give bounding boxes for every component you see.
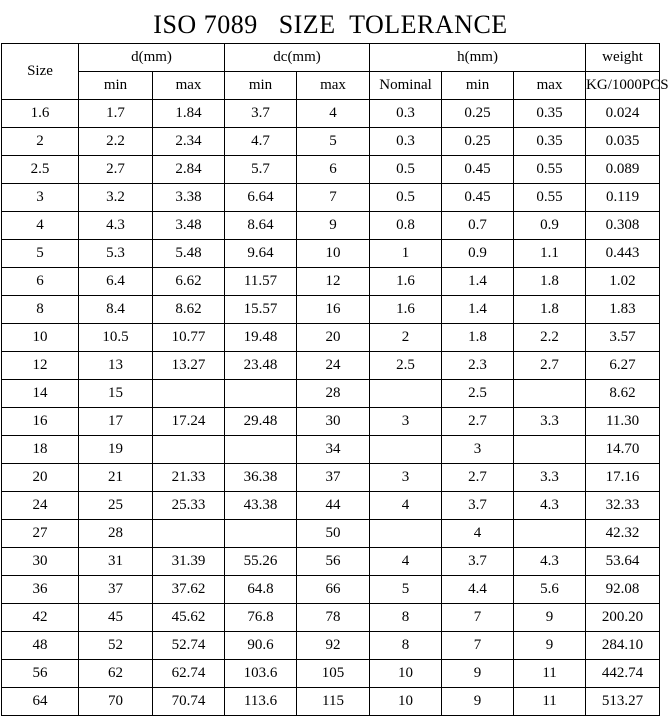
cell-weight: 0.443 [586,240,660,268]
cell-dc-min: 64.8 [225,576,297,604]
cell-d-min: 25 [79,492,153,520]
page-title: ISO 7089 SIZE TOLERANCE [153,10,508,39]
cell-dc-max: 105 [297,660,370,688]
cell-size: 2 [2,128,79,156]
cell-weight: 6.27 [586,352,660,380]
cell-weight: 14.70 [586,436,660,464]
cell-d-min: 4.3 [79,212,153,240]
cell-h-max: 1.8 [514,296,586,324]
cell-h-min: 4 [442,520,514,548]
table-row [2,128,660,156]
table-row [2,184,660,212]
cell-d-min: 37 [79,576,153,604]
cell-weight: 92.08 [586,576,660,604]
cell-h-min: 7 [442,604,514,632]
tolerance-table [1,43,669,716]
cell-h-min: 3.7 [442,548,514,576]
cell-d-max: 10.77 [153,324,225,352]
table-row [2,576,660,604]
cell-dc-max: 4 [297,100,370,128]
cell-h-max: 9 [514,604,586,632]
table-row [2,100,660,128]
cell-h-min: 0.25 [442,128,514,156]
cell-dc-max: 34 [297,436,370,464]
header-row-sub [2,72,660,100]
cell-h-nominal: 8 [370,604,442,632]
table-row [2,688,660,716]
cell-dc-min: 76.8 [225,604,297,632]
cell-weight: 0.119 [586,184,660,212]
cell-dc-max: 24 [297,352,370,380]
cell-dc-max: 9 [297,212,370,240]
cell-dc-min [225,520,297,548]
cell-h-nominal: 4 [370,548,442,576]
table-row [2,548,660,576]
cell-h-min: 2.5 [442,380,514,408]
cell-size: 1.6 [2,100,79,128]
cell-dc-min: 36.38 [225,464,297,492]
cell-h-max: 0.55 [514,156,586,184]
cell-h-min: 1.8 [442,324,514,352]
table-row [2,296,660,324]
cell-dc-max: 20 [297,324,370,352]
cell-d-max: 37.62 [153,576,225,604]
cell-weight: 53.64 [586,548,660,576]
cell-d-min: 31 [79,548,153,576]
table-row [2,324,660,352]
table-body [2,100,660,716]
cell-d-min: 1.7 [79,100,153,128]
cell-h-nominal [370,520,442,548]
cell-h-min: 0.45 [442,184,514,212]
cell-h-max: 0.55 [514,184,586,212]
cell-h-min: 9 [442,660,514,688]
cell-dc-max: 78 [297,604,370,632]
cell-h-nominal: 5 [370,576,442,604]
cell-h-min: 0.9 [442,240,514,268]
header-d-min: min [79,72,153,100]
cell-d-max: 45.62 [153,604,225,632]
cell-h-min: 7 [442,632,514,660]
cell-dc-max: 115 [297,688,370,716]
cell-h-max [514,436,586,464]
cell-weight: 442.74 [586,660,660,688]
cell-h-min: 0.7 [442,212,514,240]
cell-h-max: 3.3 [514,464,586,492]
cell-h-min: 3 [442,436,514,464]
cell-d-max: 17.24 [153,408,225,436]
cell-d-min: 45 [79,604,153,632]
cell-size: 2.5 [2,156,79,184]
cell-h-max: 2.7 [514,352,586,380]
header-dc: dc(mm) [225,44,370,72]
cell-weight: 200.20 [586,604,660,632]
cell-d-min: 21 [79,464,153,492]
table-row [2,492,660,520]
cell-d-max: 3.48 [153,212,225,240]
cell-dc-max: 66 [297,576,370,604]
cell-h-min: 4.4 [442,576,514,604]
cell-size: 10 [2,324,79,352]
cell-h-nominal [370,436,442,464]
cell-d-max: 62.74 [153,660,225,688]
cell-size: 18 [2,436,79,464]
cell-h-max: 3.3 [514,408,586,436]
cell-weight: 32.33 [586,492,660,520]
cell-d-max: 52.74 [153,632,225,660]
cell-d-min: 3.2 [79,184,153,212]
table-row [2,604,660,632]
table-row [2,212,660,240]
cell-h-nominal: 0.8 [370,212,442,240]
table-row [2,268,660,296]
cell-h-max [514,380,586,408]
cell-dc-max: 30 [297,408,370,436]
cell-d-min: 13 [79,352,153,380]
cell-dc-min: 5.7 [225,156,297,184]
cell-h-min: 1.4 [442,268,514,296]
cell-h-max: 1.8 [514,268,586,296]
header-weight-unit: KG/1000PCS [586,72,660,100]
table-row [2,436,660,464]
table-row [2,660,660,688]
cell-h-max: 1.1 [514,240,586,268]
cell-d-max: 70.74 [153,688,225,716]
cell-dc-min: 19.48 [225,324,297,352]
cell-weight: 3.57 [586,324,660,352]
table-row [2,408,660,436]
cell-size: 30 [2,548,79,576]
cell-dc-min: 11.57 [225,268,297,296]
cell-dc-min: 8.64 [225,212,297,240]
cell-size: 8 [2,296,79,324]
cell-dc-max: 50 [297,520,370,548]
header-d: d(mm) [79,44,225,72]
table-header [2,44,669,100]
cell-h-min: 0.25 [442,100,514,128]
cell-dc-min: 15.57 [225,296,297,324]
header-dc-min: min [225,72,297,100]
cell-dc-max: 6 [297,156,370,184]
cell-weight: 1.02 [586,268,660,296]
cell-d-max: 25.33 [153,492,225,520]
cell-h-max: 5.6 [514,576,586,604]
cell-d-min: 8.4 [79,296,153,324]
cell-size: 20 [2,464,79,492]
cell-dc-min: 90.6 [225,632,297,660]
cell-dc-max: 92 [297,632,370,660]
cell-d-max [153,520,225,548]
cell-h-min: 3.7 [442,492,514,520]
cell-dc-min: 43.38 [225,492,297,520]
cell-h-nominal: 1.6 [370,268,442,296]
cell-size: 5 [2,240,79,268]
cell-weight: 284.10 [586,632,660,660]
cell-d-min: 28 [79,520,153,548]
cell-d-min: 2.7 [79,156,153,184]
cell-size: 56 [2,660,79,688]
cell-dc-min: 55.26 [225,548,297,576]
cell-d-max [153,436,225,464]
cell-d-max: 1.84 [153,100,225,128]
cell-weight: 11.30 [586,408,660,436]
cell-h-nominal: 2 [370,324,442,352]
cell-d-min: 5.3 [79,240,153,268]
cell-size: 24 [2,492,79,520]
cell-h-nominal: 10 [370,660,442,688]
cell-d-min: 6.4 [79,268,153,296]
cell-dc-min: 29.48 [225,408,297,436]
cell-h-max: 0.9 [514,212,586,240]
header-size: Size [2,44,79,100]
cell-d-max: 31.39 [153,548,225,576]
cell-weight: 17.16 [586,464,660,492]
cell-d-max: 21.33 [153,464,225,492]
cell-d-min: 17 [79,408,153,436]
cell-size: 16 [2,408,79,436]
cell-dc-max: 56 [297,548,370,576]
cell-size: 3 [2,184,79,212]
cell-d-min: 15 [79,380,153,408]
cell-dc-min: 3.7 [225,100,297,128]
cell-h-nominal: 0.5 [370,184,442,212]
cell-dc-max: 12 [297,268,370,296]
cell-h-nominal: 8 [370,632,442,660]
cell-d-min: 10.5 [79,324,153,352]
cell-h-max [514,520,586,548]
cell-dc-min: 23.48 [225,352,297,380]
header-weight: weight [586,44,660,72]
cell-h-max: 11 [514,660,586,688]
cell-dc-min: 9.64 [225,240,297,268]
header-h-min: min [442,72,514,100]
cell-h-nominal: 1 [370,240,442,268]
cell-d-min: 19 [79,436,153,464]
cell-h-max: 2.2 [514,324,586,352]
cell-h-min: 9 [442,688,514,716]
cell-d-max: 2.34 [153,128,225,156]
table-row [2,156,660,184]
cell-weight: 513.27 [586,688,660,716]
cell-size: 4 [2,212,79,240]
table-row [2,352,660,380]
cell-size: 14 [2,380,79,408]
cell-d-min: 52 [79,632,153,660]
cell-weight: 0.308 [586,212,660,240]
cell-d-min: 2.2 [79,128,153,156]
cell-size: 42 [2,604,79,632]
cell-weight: 1.83 [586,296,660,324]
cell-size: 12 [2,352,79,380]
cell-weight: 8.62 [586,380,660,408]
cell-h-min: 1.4 [442,296,514,324]
cell-d-min: 62 [79,660,153,688]
table-row [2,632,660,660]
cell-dc-max: 44 [297,492,370,520]
cell-weight: 0.035 [586,128,660,156]
header-h-max: max [514,72,586,100]
cell-size: 48 [2,632,79,660]
cell-dc-min: 103.6 [225,660,297,688]
cell-h-max: 11 [514,688,586,716]
cell-d-max: 8.62 [153,296,225,324]
cell-h-max: 0.35 [514,100,586,128]
cell-h-nominal: 0.3 [370,128,442,156]
cell-dc-min: 6.64 [225,184,297,212]
cell-weight: 0.024 [586,100,660,128]
header-dc-max: max [297,72,370,100]
cell-d-min: 70 [79,688,153,716]
cell-h-nominal: 3 [370,464,442,492]
cell-size: 36 [2,576,79,604]
cell-h-nominal: 10 [370,688,442,716]
cell-dc-min: 113.6 [225,688,297,716]
cell-h-nominal [370,380,442,408]
cell-weight: 0.089 [586,156,660,184]
cell-d-max [153,380,225,408]
cell-h-nominal: 3 [370,408,442,436]
cell-h-min: 2.3 [442,352,514,380]
header-h: h(mm) [370,44,586,72]
header-d-max: max [153,72,225,100]
cell-dc-max: 37 [297,464,370,492]
cell-dc-min: 4.7 [225,128,297,156]
cell-size: 64 [2,688,79,716]
cell-h-max: 4.3 [514,492,586,520]
cell-dc-max: 7 [297,184,370,212]
cell-h-nominal: 0.3 [370,100,442,128]
cell-dc-max: 16 [297,296,370,324]
cell-d-max: 6.62 [153,268,225,296]
cell-h-max: 4.3 [514,548,586,576]
table-row [2,380,660,408]
cell-h-nominal: 1.6 [370,296,442,324]
cell-size: 6 [2,268,79,296]
cell-h-max: 9 [514,632,586,660]
cell-dc-min [225,380,297,408]
cell-dc-max: 28 [297,380,370,408]
cell-d-max: 2.84 [153,156,225,184]
cell-size: 27 [2,520,79,548]
cell-d-max: 3.38 [153,184,225,212]
cell-d-max: 13.27 [153,352,225,380]
table-row [2,240,660,268]
table-row [2,520,660,548]
header-row-groups [2,44,660,72]
header-h-nominal: Nominal [370,72,442,100]
cell-dc-max: 5 [297,128,370,156]
cell-h-min: 0.45 [442,156,514,184]
cell-dc-max: 10 [297,240,370,268]
cell-dc-min [225,436,297,464]
table-row [2,464,660,492]
cell-h-nominal: 4 [370,492,442,520]
cell-h-max: 0.35 [514,128,586,156]
cell-h-nominal: 2.5 [370,352,442,380]
cell-h-min: 2.7 [442,464,514,492]
cell-d-max: 5.48 [153,240,225,268]
cell-h-nominal: 0.5 [370,156,442,184]
cell-h-min: 2.7 [442,408,514,436]
cell-weight: 42.32 [586,520,660,548]
